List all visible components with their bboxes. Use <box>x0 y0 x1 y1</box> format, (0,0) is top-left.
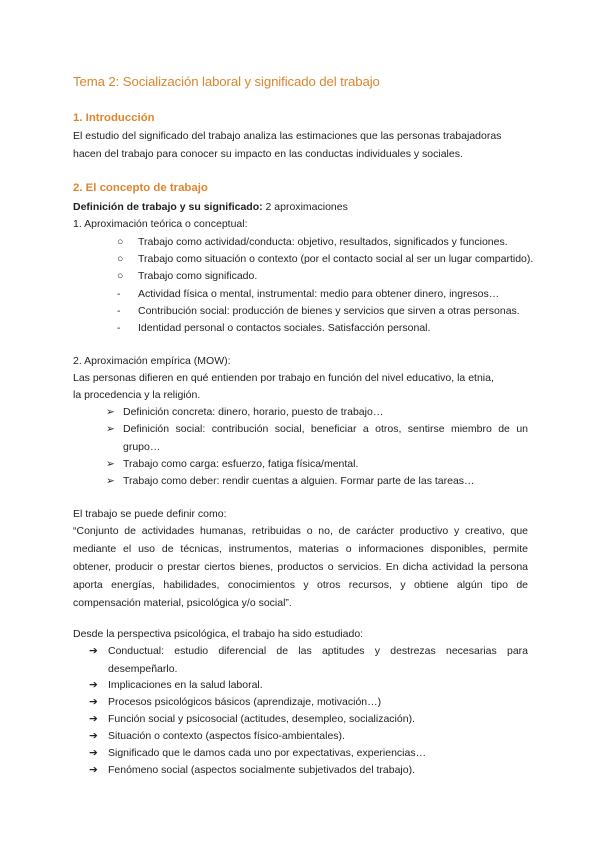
list-item: Fenómeno social (aspectos socialmente subjetivados del trabajo). <box>108 764 415 776</box>
page-title: Tema 2: Socialización laboral y significado del trabajo <box>73 74 380 89</box>
definition-rest: 2 aproximaciones <box>262 201 348 213</box>
arrowhead-bullet-icon: ➢ <box>106 423 115 435</box>
list-item: Conductual: estudio diferencial de las aptitudes y destrezas necesarias para desempeñarlo. <box>108 645 528 675</box>
list-marker: - <box>117 322 121 334</box>
list-item: Trabajo como deber: rendir cuentas a alguien. Formar parte de las tareas… <box>123 475 475 487</box>
section-heading-concepto: 2. El concepto de trabajo <box>73 182 208 194</box>
definition-intro: El trabajo se puede definir como: <box>73 508 227 520</box>
psychology-intro: Desde la perspectiva psicológica, el trabajo ha sido estudiado: <box>73 628 364 640</box>
definition-quote: “Conjunto de actividades humanas, retribuidas o no, de carácter productivo y creativo, que mediante el uso de técnicas, instrumentos, materias o informaciones disponibles, permite obtener, producir o prestar ciertos bienes, productos o servicios. En dicha actividad la persona aporta energías, habilidades, conocimientos y otros recursos, y obtiene algún tipo de compensación material, psicológica y/o social”. <box>73 525 528 609</box>
list-marker: - <box>117 305 121 317</box>
list-marker: ○ <box>117 270 124 282</box>
approach-2-paragraph-line-2: la procedencia y la religión. <box>73 389 201 401</box>
arrowhead-bullet-icon: ➢ <box>106 458 115 470</box>
arrow-bullet-icon: ➔ <box>89 696 98 708</box>
arrow-bullet-icon: ➔ <box>89 679 98 691</box>
list-item: Implicaciones en la salud laboral. <box>108 679 263 691</box>
approach-2-paragraph-line-1: Las personas difieren en qué entienden por trabajo en función del nivel educativo, la etnia, <box>73 372 494 384</box>
list-marker: - <box>117 288 121 300</box>
arrowhead-bullet-icon: ➢ <box>106 475 115 487</box>
arrowhead-bullet-icon: ➢ <box>106 406 115 418</box>
list-marker: ○ <box>117 236 124 248</box>
list-item: Contribución social: producción de bienes y servicios que sirven a otras personas. <box>138 305 520 317</box>
definition-label: Definición de trabajo y su significado: <box>73 201 263 213</box>
intro-paragraph-line-2: hacen del trabajo para conocer su impacto en las conductas individuales y sociales. <box>73 148 463 160</box>
list-item: Definición social: contribución social, beneficiar a otros, sentirse miembro de un grupo… <box>123 423 528 453</box>
arrow-bullet-icon: ➔ <box>89 747 98 759</box>
list-item: Significado que le damos cada uno por expectativas, experiencias… <box>108 747 427 759</box>
arrow-bullet-icon: ➔ <box>89 730 98 742</box>
approach-1-title: 1. Aproximación teórica o conceptual: <box>73 218 248 230</box>
list-item: Actividad física o mental, instrumental: medio para obtener dinero, ingresos… <box>138 288 500 300</box>
list-marker: ○ <box>117 253 124 265</box>
list-item: Situación o contexto (aspectos físico-ambientales). <box>108 730 345 742</box>
list-item: Trabajo como significado. <box>138 270 258 282</box>
intro-paragraph-line-1: El estudio del significado del trabajo analiza las estimaciones que las personas trabajadoras <box>73 130 502 142</box>
definition-line <box>73 198 348 216</box>
arrow-bullet-icon: ➔ <box>89 645 98 657</box>
list-item: Trabajo como carga: esfuerzo, fatiga física/mental. <box>123 458 359 470</box>
list-item: Definición concreta: dinero, horario, puesto de trabajo… <box>123 406 384 418</box>
arrow-bullet-icon: ➔ <box>89 713 98 725</box>
approach-2-title: 2. Aproximación empírica (MOW): <box>73 355 231 367</box>
section-heading-introduccion: 1. Introducción <box>73 112 155 124</box>
list-item: Trabajo como situación o contexto (por el contacto social al ser un lugar compartido). <box>138 253 534 265</box>
arrow-bullet-icon: ➔ <box>89 764 98 776</box>
list-item: Procesos psicológicos básicos (aprendizaje, motivación…) <box>108 696 382 708</box>
list-item: Identidad personal o contactos sociales. Satisfacción personal. <box>138 322 431 334</box>
list-item: Trabajo como actividad/conducta: objetivo, resultados, significados y funciones. <box>138 236 508 248</box>
list-item: Función social y psicosocial (actitudes, desempleo, socialización). <box>108 713 415 725</box>
